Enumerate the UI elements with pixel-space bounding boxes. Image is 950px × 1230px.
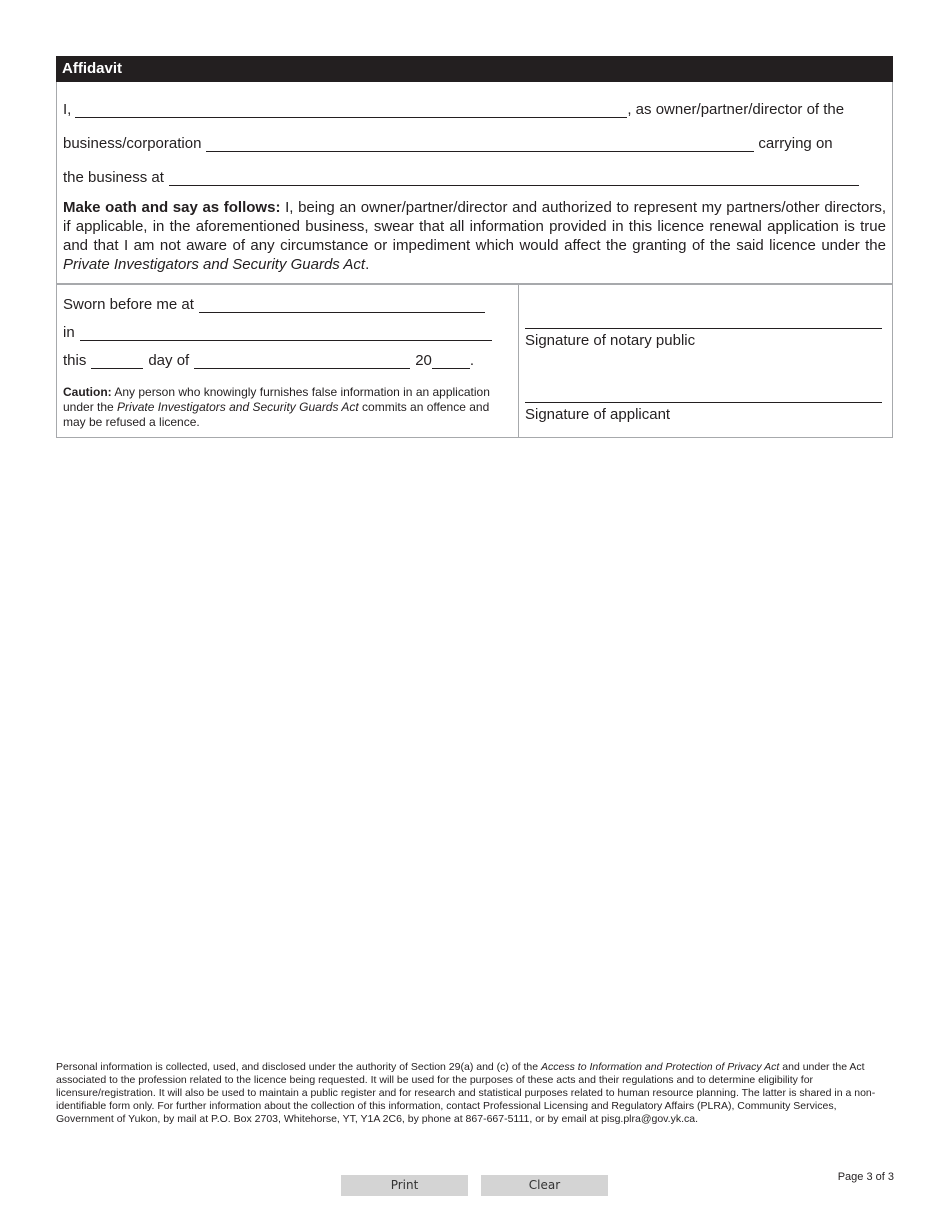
this-label: this [63, 352, 87, 369]
applicant-signature-line[interactable] [525, 402, 882, 403]
sworn-in-row [63, 313, 512, 341]
notary-signature-line[interactable] [525, 328, 882, 329]
sworn-label: Sworn before me at [63, 296, 194, 313]
oath-heading: Make oath and say as follows: [63, 199, 281, 216]
day-of-label: day of [148, 352, 190, 369]
owner-suffix: , as owner/partner/director of the [627, 101, 845, 118]
notary-signature-label: Signature of notary public [525, 332, 696, 349]
business-name-field[interactable] [206, 136, 754, 152]
page-number: Page 3 of 3 [837, 1171, 894, 1183]
business-address-field[interactable] [169, 170, 859, 186]
in-label: in [63, 324, 75, 341]
business-suffix: carrying on [758, 135, 833, 152]
oath-end: . [365, 256, 370, 273]
month-field[interactable] [194, 353, 410, 369]
sworn-signature-grid [56, 284, 893, 438]
affidavit-body [56, 82, 893, 284]
owner-name-field[interactable] [75, 102, 627, 118]
sworn-location-row [63, 293, 512, 313]
affidavit-section [56, 56, 893, 438]
sworn-in-field[interactable] [80, 325, 492, 341]
privacy-text-a: Personal information is collected, used, and disclosed under the authority of Section 29(a) and (c) of the [56, 1061, 542, 1073]
privacy-text-b: and under the Act associated to the profession related to the licence being requested. It will be used for the purposes of these acts and their regulations and to determine eligibility for licensure/registration. It will also be used to maintain a public register and for research and statistical purposes related to human resource planning. The latter is shared in a non-identifiable form only. For further information about the collection of this information, contact Professional Licensing and Regulatory Affairs (PLRA), Community Services, Government of Yukon, by mail at P.O. Box 2703, Whitehorse, YT, Y1A 2C6, by phone at 867-667-5111, or by email at pisg.plra@gov.yk.ca. [56, 1061, 876, 1125]
oath-text: I, being an owner/partner/director and authorized to represent my partners/other directors, if applicable, in the aforementioned business, swear that all information provided in this licence renewal application is true and that I am not aware of any circumstance or impediment which would affect the granting of the said licence under the [63, 199, 886, 254]
caution-end: commits an offence and may be refused a licence. [63, 400, 490, 429]
year-field[interactable] [432, 353, 470, 369]
caution-heading: Caution: [63, 385, 112, 399]
address-prefix: the business at [63, 169, 164, 186]
clear-button[interactable]: Clear [481, 1175, 608, 1196]
caution-text: Any person who knowingly furnishes false information in an application under the [63, 385, 490, 414]
sworn-location-field[interactable] [199, 297, 485, 313]
caution-act-name: Private Investigators and Security Guards Act [117, 400, 359, 414]
caution-note [63, 385, 512, 430]
privacy-notice [56, 1061, 896, 1126]
business-address-row [63, 152, 886, 186]
print-button[interactable]: Print [341, 1175, 468, 1196]
business-name-row [63, 118, 886, 152]
business-prefix: business/corporation [63, 135, 202, 152]
oath-act-name: Private Investigators and Security Guards Act [63, 256, 366, 273]
sworn-date-row [63, 341, 512, 369]
privacy-act-name: Access to Information and Protection of Privacy Act [541, 1061, 780, 1073]
applicant-signature-label: Signature of applicant [525, 406, 671, 423]
year-end: . [469, 352, 475, 369]
sworn-column [57, 285, 519, 437]
year-prefix: 20 [415, 352, 432, 369]
day-field[interactable] [91, 353, 143, 369]
oath-paragraph [63, 198, 886, 274]
owner-prefix: I, [63, 101, 72, 118]
signature-column [519, 285, 892, 437]
affidavit-title: Affidavit [56, 56, 893, 82]
owner-name-row [63, 94, 886, 118]
